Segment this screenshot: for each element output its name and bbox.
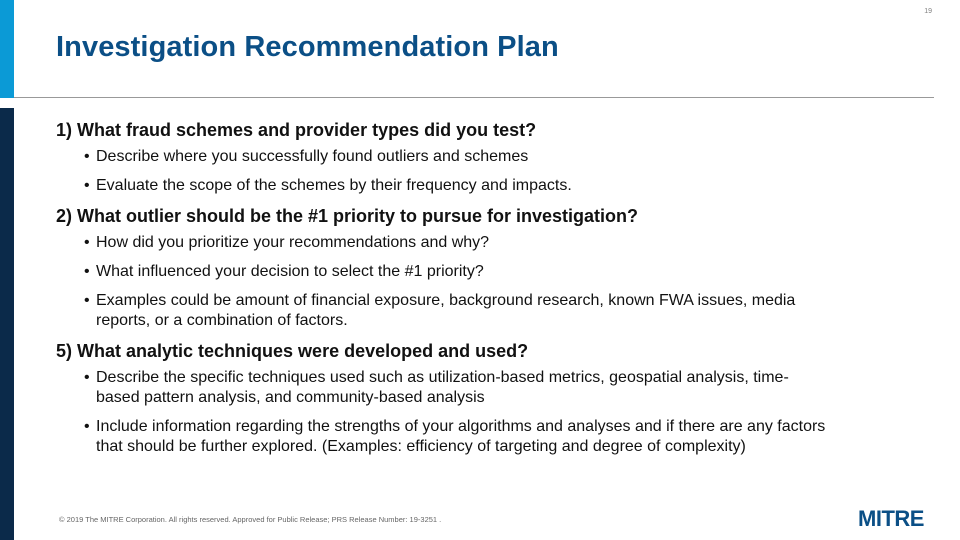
bullet-text: Describe where you successfully found outliers and schemes xyxy=(96,148,529,165)
bullet-item xyxy=(56,368,856,408)
bullet-item xyxy=(56,417,856,457)
bullet-item xyxy=(56,291,856,331)
bullet-dot: • xyxy=(84,148,90,165)
bullet-text: What influenced your decision to select the #1 priority? xyxy=(96,263,484,280)
page-title: Investigation Recommendation Plan xyxy=(56,31,559,63)
bullet-dot: • xyxy=(84,263,90,280)
bullet-dot: • xyxy=(84,369,90,386)
title-divider xyxy=(14,97,934,98)
section-heading: 5) What analytic techniques were developed and used? xyxy=(56,341,529,361)
bullet-dot: • xyxy=(84,234,90,251)
section-heading: 2) What outlier should be the #1 priority to pursue for investigation? xyxy=(56,206,639,226)
section-priority-outlier xyxy=(56,205,856,331)
bullet-text: Describe the specific techniques used such as utilization-based metrics, geospatial analysis, time-based pattern analysis, and community-based analysis xyxy=(96,369,789,406)
bullet-text: Evaluate the scope of the schemes by their frequency and impacts. xyxy=(96,177,572,194)
bullet-text: Examples could be amount of financial exposure, background research, known FWA issues, media reports, or a combination of factors. xyxy=(96,292,796,329)
bullet-list xyxy=(56,368,856,457)
bullet-item xyxy=(56,176,856,196)
bullet-dot: • xyxy=(84,418,90,435)
section-fraud-schemes xyxy=(56,119,856,196)
accent-bar-top xyxy=(0,0,14,98)
bullet-list xyxy=(56,233,856,331)
page-number: 19 xyxy=(924,8,932,15)
bullet-item xyxy=(56,233,856,253)
bullet-text: How did you prioritize your recommendations and why? xyxy=(96,234,490,251)
footer-copyright: © 2019 The MITRE Corporation. All rights reserved. Approved for Public Release; PRS Release Number: 19-3251 . xyxy=(59,515,442,524)
bullet-list xyxy=(56,147,856,196)
bullet-dot: • xyxy=(84,292,90,309)
bullet-dot: • xyxy=(84,177,90,194)
bullet-item xyxy=(56,147,856,167)
bullet-text: Include information regarding the strengths of your algorithms and analyses and if there are any factors that should be further explored. (Examples: efficiency of targeting and degree of complexity) xyxy=(96,418,826,455)
section-analytic-techniques xyxy=(56,340,856,457)
slide-content xyxy=(56,119,856,466)
section-heading: 1) What fraud schemes and provider types did you test? xyxy=(56,120,537,140)
accent-bar-main xyxy=(0,108,14,540)
mitre-logo: MITRE xyxy=(858,506,924,531)
bullet-item xyxy=(56,262,856,282)
